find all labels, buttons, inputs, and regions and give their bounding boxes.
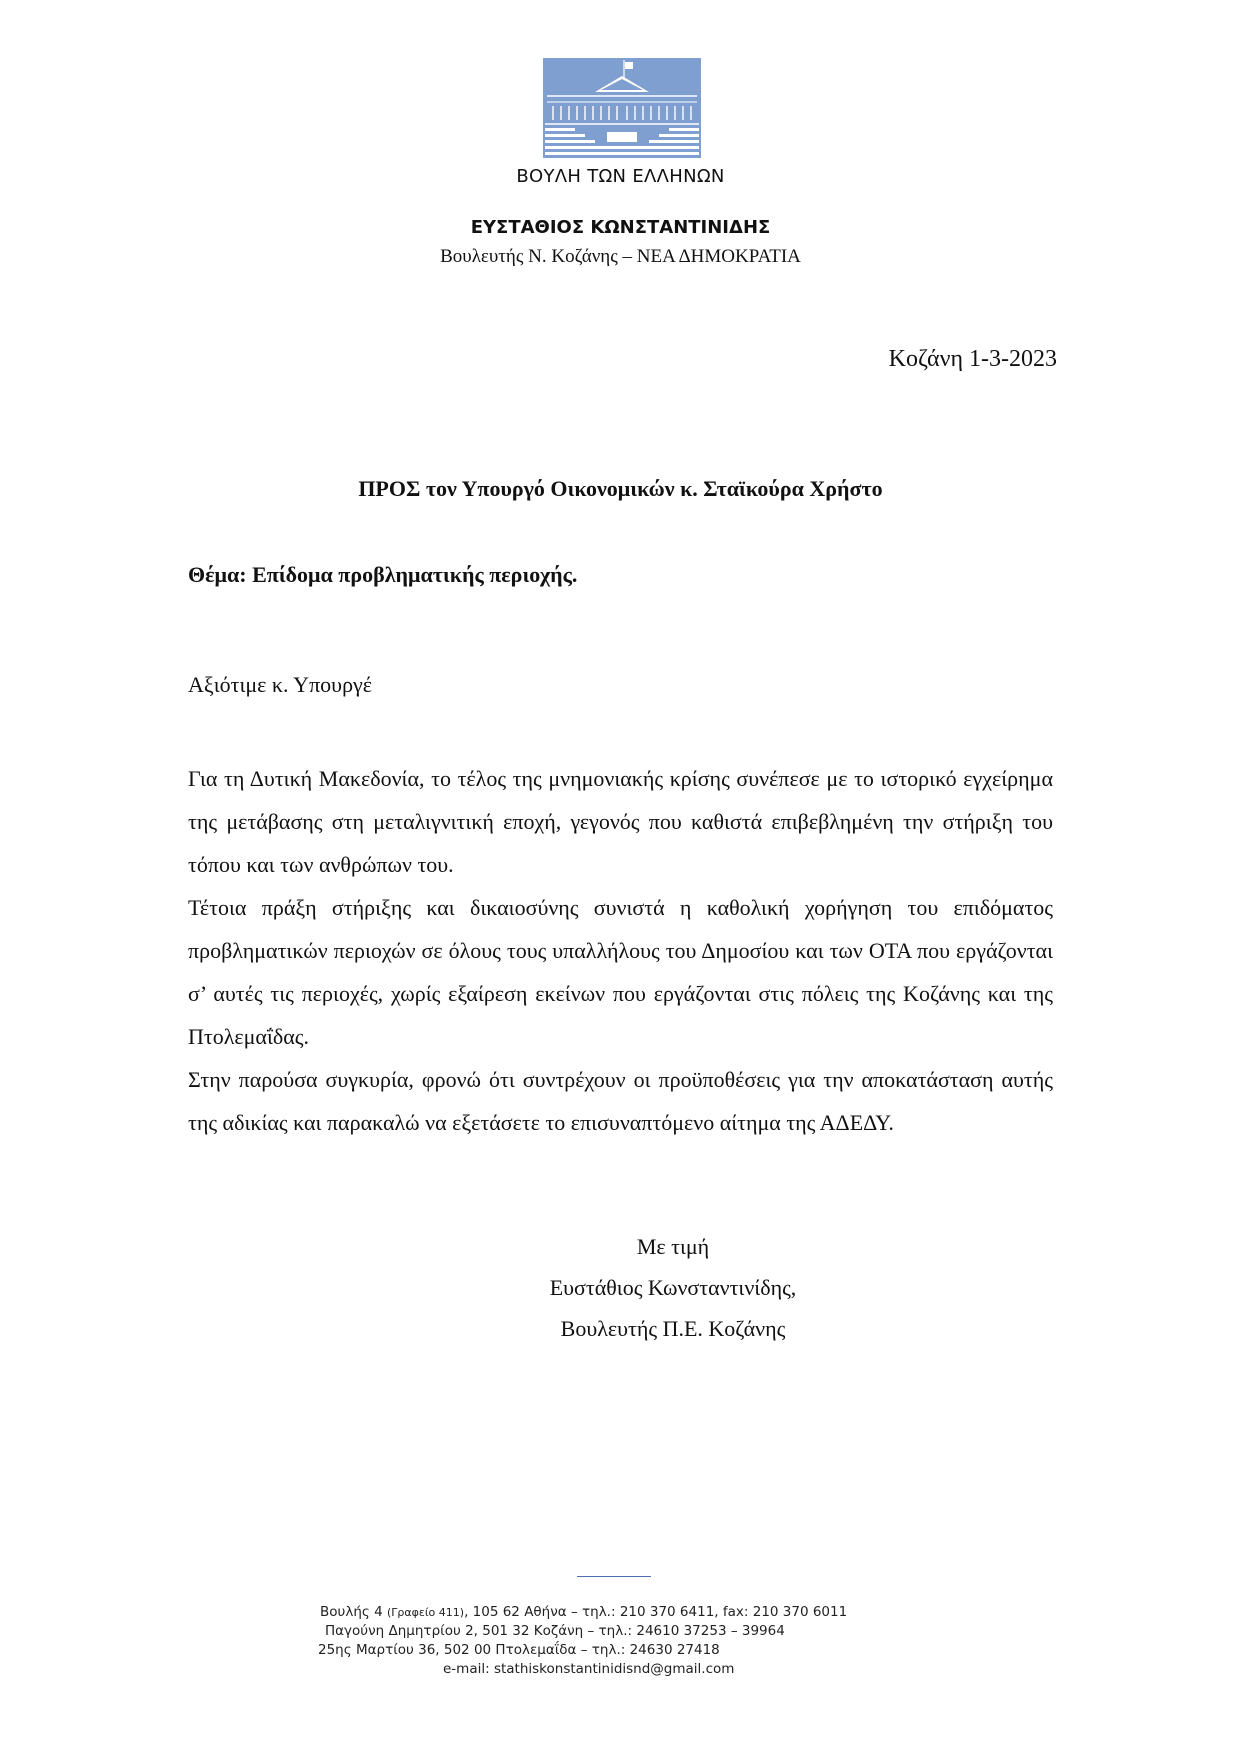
footer-address-athens-a: Βουλής 4 xyxy=(320,1604,387,1620)
footer-address-athens xyxy=(320,1603,847,1622)
parliament-logo xyxy=(543,58,701,158)
body-paragraph: Τέτοια πράξη στήριξης και δικαιοσύνης συνιστά η καθολική χορήγηση του επιδόματος προβληματικών περιοχών σε όλους τους υπαλλήλους του Δημοσίου και των ΟΤΑ που εργάζονται σ’ αυτές τις περιοχές, χωρίς εξαίρεση εκείνων που εργάζονται στις πόλεις της Κοζάνης και της Πτολεμαΐδας. xyxy=(188,895,1053,1049)
body-paragraph: Στην παρούσα συγκυρία, φρονώ ότι συντρέχουν οι προϋποθέσεις για την αποκατάσταση αυτής της αδικίας και παρακαλώ να εξετάσετε το επισυναπτόμενο αίτημα της ΑΔΕΔΥ. xyxy=(188,1067,1053,1135)
mp-title: Βουλευτής Ν. Κοζάνης – ΝΕΑ ΔΗΜΟΚΡΑΤΙΑ xyxy=(440,246,801,267)
letter-body xyxy=(188,757,1053,1144)
footer-address-athens-b: , 105 62 Αθήνα – τηλ.: 210 370 6411, fax: 210 370 6011 xyxy=(464,1604,848,1620)
closing-title: Βουλευτής Π.Ε. Κοζάνης xyxy=(560,1316,786,1341)
body-paragraph: Για τη Δυτική Μακεδονία, το τέλος της μνημονιακής κρίσης συνέπεσε με το ιστορικό εγχείρημα της μετάβασης στη μεταλιγνιτική εποχή, γεγονός που καθιστά επιβεβλημένη την στήριξη του τόπου και των ανθρώπων του. xyxy=(188,766,1053,877)
mp-name: ΕΥΣΤΑΘΙΟΣ ΚΩΝΣΤΑΝΤΙΝΙΔΗΣ xyxy=(470,217,771,238)
parliament-name: ΒΟΥΛΗ ΤΩΝ ΕΛΛΗΝΩΝ xyxy=(516,166,725,187)
closing-name: Ευστάθιος Κωνσταντινίδης, xyxy=(549,1275,797,1300)
subject-line: Θέμα: Επίδομα προβληματικής περιοχής. xyxy=(188,562,578,587)
footer-address-ptolemaida: 25ης Μαρτίου 36, 502 00 Πτολεμαΐδα – τηλ.: 24630 27418 xyxy=(318,1642,720,1658)
letter-date: Κοζάνη 1-3-2023 xyxy=(888,346,1057,372)
footer-office: (Γραφείο 411) xyxy=(386,1606,465,1619)
closing-block xyxy=(0,1226,1241,1349)
footer-divider xyxy=(577,1576,651,1577)
footer-address-kozani: Παγούνη Δημητρίου 2, 501 32 Κοζάνη – τηλ.: 24610 37253 – 39964 xyxy=(325,1623,785,1639)
recipient: ΠΡΟΣ τον Υπουργό Οικονομικών κ. Σταϊκούρα Χρήστο xyxy=(358,476,883,501)
greeting: Αξιότιμε κ. Υπουργέ xyxy=(188,672,373,697)
closing-salutation: Με τιμή xyxy=(636,1234,710,1259)
footer-email[interactable]: e-mail: stathiskonstantinidisnd@gmail.com xyxy=(443,1661,735,1677)
